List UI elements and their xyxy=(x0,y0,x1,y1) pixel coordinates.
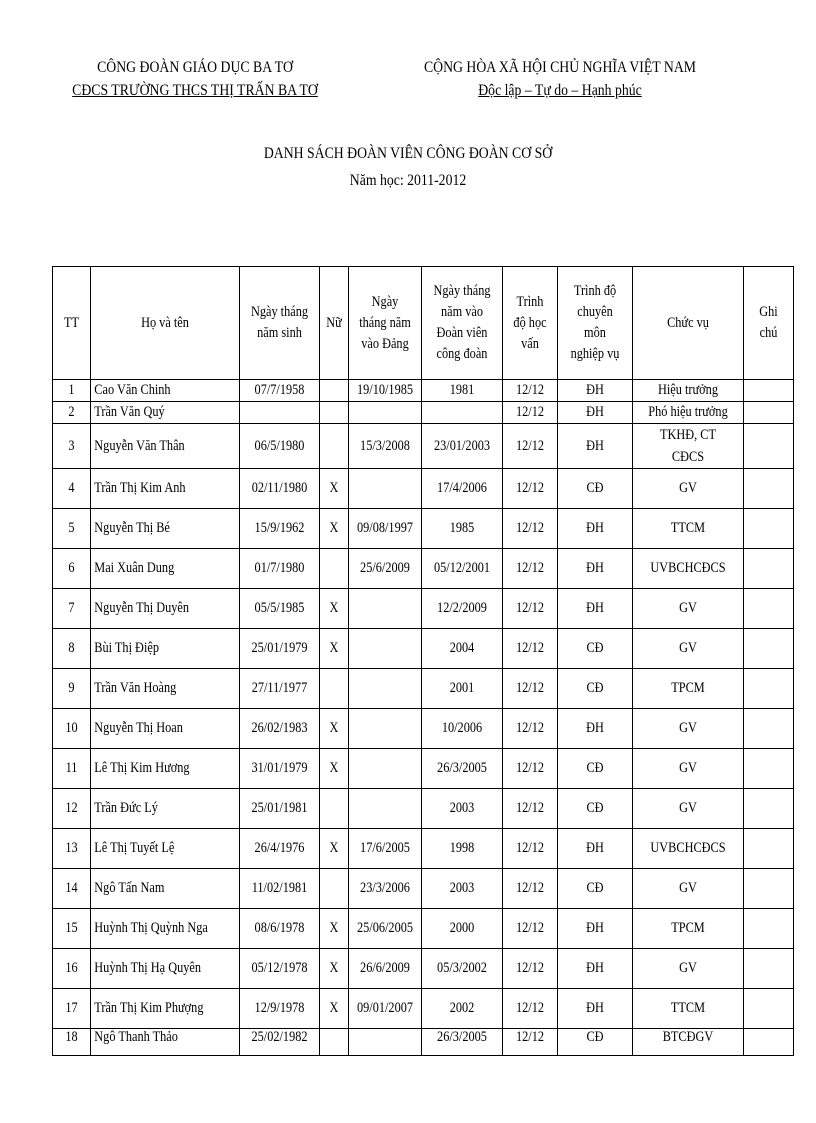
cell-position: UVBCHCĐCS xyxy=(633,829,744,869)
cell-position: GV xyxy=(633,949,744,989)
union-name: CÔNG ĐOÀN GIÁO DỤC BA TƠ xyxy=(97,59,293,76)
cell-education: 12/12 xyxy=(503,949,558,989)
cell-tt: 9 xyxy=(53,669,91,709)
cell-note xyxy=(744,949,794,989)
table-row xyxy=(53,469,794,509)
cell-female: X xyxy=(320,749,349,789)
cell-union-date: 2003 xyxy=(422,869,503,909)
cell-note xyxy=(744,380,794,402)
cell-name: Nguyễn Thị Bé xyxy=(91,509,240,549)
cell-note xyxy=(744,709,794,749)
cell-position: Phó hiệu trưởng xyxy=(633,402,744,424)
cell-education: 12/12 xyxy=(503,669,558,709)
cell-professional: ĐH xyxy=(558,709,633,749)
cell-female xyxy=(320,380,349,402)
cell-professional: ĐH xyxy=(558,380,633,402)
cell-dob: 26/02/1983 xyxy=(240,709,320,749)
document-title xyxy=(57,140,759,194)
table-row xyxy=(53,709,794,749)
cell-professional: ĐH xyxy=(558,909,633,949)
cell-dob: 01/7/1980 xyxy=(240,549,320,589)
cell-union-date: 05/3/2002 xyxy=(422,949,503,989)
cell-tt: 1 xyxy=(53,380,91,402)
cell-note xyxy=(744,989,794,1029)
cell-union-date: 26/3/2005 xyxy=(422,1029,503,1056)
cell-female xyxy=(320,1029,349,1056)
cell-party-date xyxy=(349,669,422,709)
col-header-education: Trình độ học vấn xyxy=(503,267,558,380)
cell-professional: ĐH xyxy=(558,509,633,549)
cell-female: X xyxy=(320,949,349,989)
cell-tt: 18 xyxy=(53,1029,91,1056)
cell-tt: 4 xyxy=(53,469,91,509)
cell-female xyxy=(320,549,349,589)
cell-education: 12/12 xyxy=(503,869,558,909)
cell-union-date: 26/3/2005 xyxy=(422,749,503,789)
cell-note xyxy=(744,589,794,629)
cell-party-date: 15/3/2008 xyxy=(349,424,422,469)
member-table xyxy=(52,266,794,1056)
cell-education: 12/12 xyxy=(503,989,558,1029)
national-motto: Độc lập – Tự do – Hạnh phúc xyxy=(478,82,642,99)
cell-female: X xyxy=(320,989,349,1029)
cell-party-date xyxy=(349,629,422,669)
cell-position: GV xyxy=(633,749,744,789)
cell-note xyxy=(744,669,794,709)
cell-professional: ĐH xyxy=(558,549,633,589)
table-row xyxy=(53,789,794,829)
cell-note xyxy=(744,829,794,869)
cell-tt: 6 xyxy=(53,549,91,589)
cell-union-date: 05/12/2001 xyxy=(422,549,503,589)
cell-union-date: 1981 xyxy=(422,380,503,402)
cell-name: Trần Văn Quý xyxy=(91,402,240,424)
cell-position: TTCM xyxy=(633,989,744,1029)
cell-education: 12/12 xyxy=(503,424,558,469)
cell-union-date: 2000 xyxy=(422,909,503,949)
cell-female xyxy=(320,424,349,469)
cell-professional: ĐH xyxy=(558,589,633,629)
cell-professional: CĐ xyxy=(558,749,633,789)
cell-professional: CĐ xyxy=(558,1029,633,1056)
table-row xyxy=(53,669,794,709)
cell-female: X xyxy=(320,709,349,749)
table-row xyxy=(53,989,794,1029)
table-row xyxy=(53,380,794,402)
cell-party-date xyxy=(349,789,422,829)
cell-dob: 15/9/1962 xyxy=(240,509,320,549)
table-row xyxy=(53,424,794,469)
cell-education: 12/12 xyxy=(503,380,558,402)
cell-note xyxy=(744,424,794,469)
header-right xyxy=(418,56,702,102)
cell-education: 12/12 xyxy=(503,1029,558,1056)
cell-professional: CĐ xyxy=(558,469,633,509)
cell-dob: 26/4/1976 xyxy=(240,829,320,869)
cell-name: Huỳnh Thị Hạ Quyên xyxy=(91,949,240,989)
cell-education: 12/12 xyxy=(503,589,558,629)
cell-union-date: 2004 xyxy=(422,629,503,669)
table-row xyxy=(53,629,794,669)
cell-position: TTCM xyxy=(633,509,744,549)
cell-professional: CĐ xyxy=(558,629,633,669)
cell-professional: ĐH xyxy=(558,829,633,869)
cell-union-date: 1985 xyxy=(422,509,503,549)
cell-name: Trần Văn Hoàng xyxy=(91,669,240,709)
col-header-position: Chức vụ xyxy=(633,267,744,380)
cell-dob xyxy=(240,402,320,424)
cell-education: 12/12 xyxy=(503,749,558,789)
table-row xyxy=(53,402,794,424)
cell-female: X xyxy=(320,829,349,869)
cell-professional: ĐH xyxy=(558,424,633,469)
col-header-union-date: Ngày tháng năm vào Đoàn viên công đoàn xyxy=(422,267,503,380)
table-row xyxy=(53,749,794,789)
cell-tt: 12 xyxy=(53,789,91,829)
cell-union-date: 1998 xyxy=(422,829,503,869)
table-row xyxy=(53,909,794,949)
cell-dob: 25/01/1979 xyxy=(240,629,320,669)
cell-position: BTCĐGV xyxy=(633,1029,744,1056)
cell-tt: 8 xyxy=(53,629,91,669)
cell-position: GV xyxy=(633,589,744,629)
cell-professional: CĐ xyxy=(558,789,633,829)
cell-female: X xyxy=(320,909,349,949)
table-row xyxy=(53,549,794,589)
cell-union-date: 12/2/2009 xyxy=(422,589,503,629)
cell-position: UVBCHCĐCS xyxy=(633,549,744,589)
cell-position: TPCM xyxy=(633,669,744,709)
cell-party-date: 25/06/2005 xyxy=(349,909,422,949)
cell-name: Ngô Tấn Nam xyxy=(91,869,240,909)
cell-party-date: 09/08/1997 xyxy=(349,509,422,549)
cell-party-date: 26/6/2009 xyxy=(349,949,422,989)
cell-tt: 13 xyxy=(53,829,91,869)
cell-dob: 05/12/1978 xyxy=(240,949,320,989)
cell-name: Nguyễn Văn Thân xyxy=(91,424,240,469)
table-row xyxy=(53,509,794,549)
cell-name: Bùi Thị Điệp xyxy=(91,629,240,669)
cell-female xyxy=(320,669,349,709)
cell-party-date xyxy=(349,749,422,789)
cell-education: 12/12 xyxy=(503,509,558,549)
table-header-row xyxy=(53,267,794,380)
cell-dob: 11/02/1981 xyxy=(240,869,320,909)
cell-union-date: 10/2006 xyxy=(422,709,503,749)
cell-party-date: 23/3/2006 xyxy=(349,869,422,909)
cell-name: Nguyễn Thị Hoan xyxy=(91,709,240,749)
cell-education: 12/12 xyxy=(503,402,558,424)
cell-position: TKHĐ, CT CĐCS xyxy=(633,424,744,469)
cell-position: GV xyxy=(633,469,744,509)
cell-note xyxy=(744,789,794,829)
cell-name: Trần Thị Kim Phượng xyxy=(91,989,240,1029)
cell-dob: 27/11/1977 xyxy=(240,669,320,709)
cell-dob: 12/9/1978 xyxy=(240,989,320,1029)
cell-tt: 17 xyxy=(53,989,91,1029)
cell-position: GV xyxy=(633,629,744,669)
cell-name: Trần Đức Lý xyxy=(91,789,240,829)
cell-dob: 08/6/1978 xyxy=(240,909,320,949)
col-header-party-date: Ngày tháng năm vào Đảng xyxy=(349,267,422,380)
cell-tt: 15 xyxy=(53,909,91,949)
cell-dob: 07/7/1958 xyxy=(240,380,320,402)
cell-professional: ĐH xyxy=(558,949,633,989)
cell-tt: 7 xyxy=(53,589,91,629)
cell-note xyxy=(744,749,794,789)
col-header-dob: Ngày tháng năm sinh xyxy=(240,267,320,380)
cell-dob: 06/5/1980 xyxy=(240,424,320,469)
cell-position: TPCM xyxy=(633,909,744,949)
cell-union-date: 2001 xyxy=(422,669,503,709)
cell-position: Hiệu trưởng xyxy=(633,380,744,402)
cell-name: Lê Thị Kim Hương xyxy=(91,749,240,789)
cell-dob: 25/02/1982 xyxy=(240,1029,320,1056)
cell-female: X xyxy=(320,589,349,629)
cell-dob: 31/01/1979 xyxy=(240,749,320,789)
cell-female: X xyxy=(320,509,349,549)
cell-tt: 16 xyxy=(53,949,91,989)
cell-union-date: 17/4/2006 xyxy=(422,469,503,509)
cell-tt: 2 xyxy=(53,402,91,424)
cell-dob: 05/5/1985 xyxy=(240,589,320,629)
cell-name: Lê Thị Tuyết Lệ xyxy=(91,829,240,869)
country-name: CỘNG HÒA XÃ HỘI CHỦ NGHĨA VIỆT NAM xyxy=(423,59,697,76)
cell-union-date: 23/01/2003 xyxy=(422,424,503,469)
cell-professional: CĐ xyxy=(558,869,633,909)
cell-female: X xyxy=(320,629,349,669)
cell-position: GV xyxy=(633,869,744,909)
cell-union-date xyxy=(422,402,503,424)
cell-name: Trần Thị Kim Anh xyxy=(91,469,240,509)
cell-note xyxy=(744,509,794,549)
cell-female: X xyxy=(320,469,349,509)
cell-professional: CĐ xyxy=(558,669,633,709)
cell-professional: ĐH xyxy=(558,402,633,424)
cell-name: Nguyễn Thị Duyên xyxy=(91,589,240,629)
cell-tt: 11 xyxy=(53,749,91,789)
cell-position: GV xyxy=(633,709,744,749)
cell-tt: 5 xyxy=(53,509,91,549)
cell-education: 12/12 xyxy=(503,629,558,669)
cell-union-date: 2002 xyxy=(422,989,503,1029)
cell-female xyxy=(320,869,349,909)
cell-education: 12/12 xyxy=(503,829,558,869)
cell-party-date: 19/10/1985 xyxy=(349,380,422,402)
cell-party-date xyxy=(349,402,422,424)
cell-note xyxy=(744,1029,794,1056)
school-union-name: CĐCS TRƯỜNG THCS THỊ TRẤN BA TƠ xyxy=(72,82,318,99)
table-row xyxy=(53,869,794,909)
table-row xyxy=(53,1029,794,1056)
table-row xyxy=(53,949,794,989)
cell-party-date xyxy=(349,589,422,629)
cell-union-date: 2003 xyxy=(422,789,503,829)
cell-tt: 3 xyxy=(53,424,91,469)
col-header-female: Nữ xyxy=(320,267,349,380)
cell-education: 12/12 xyxy=(503,709,558,749)
cell-party-date: 25/6/2009 xyxy=(349,549,422,589)
col-header-professional: Trình độ chuyên môn nghiệp vụ xyxy=(558,267,633,380)
table-row xyxy=(53,829,794,869)
cell-party-date: 09/01/2007 xyxy=(349,989,422,1029)
col-header-name: Họ và tên xyxy=(91,267,240,380)
cell-female xyxy=(320,789,349,829)
cell-tt: 14 xyxy=(53,869,91,909)
cell-education: 12/12 xyxy=(503,469,558,509)
cell-name: Cao Văn Chinh xyxy=(91,380,240,402)
cell-name: Mai Xuân Dung xyxy=(91,549,240,589)
cell-dob: 02/11/1980 xyxy=(240,469,320,509)
cell-name: Huỳnh Thị Quỳnh Nga xyxy=(91,909,240,949)
cell-note xyxy=(744,469,794,509)
cell-professional: ĐH xyxy=(558,989,633,1029)
col-header-tt: TT xyxy=(53,267,91,380)
cell-dob: 25/01/1981 xyxy=(240,789,320,829)
cell-note xyxy=(744,402,794,424)
cell-note xyxy=(744,909,794,949)
header-left xyxy=(62,56,329,102)
cell-party-date xyxy=(349,1029,422,1056)
cell-party-date xyxy=(349,709,422,749)
title-main: DANH SÁCH ĐOÀN VIÊN CÔNG ĐOÀN CƠ SỞ xyxy=(263,145,553,162)
cell-education: 12/12 xyxy=(503,549,558,589)
cell-education: 12/12 xyxy=(503,789,558,829)
cell-note xyxy=(744,549,794,589)
cell-name: Ngô Thanh Thảo xyxy=(91,1029,240,1056)
col-header-note: Ghi chú xyxy=(744,267,794,380)
cell-position: GV xyxy=(633,789,744,829)
table-row xyxy=(53,589,794,629)
cell-party-date: 17/6/2005 xyxy=(349,829,422,869)
cell-note xyxy=(744,869,794,909)
cell-party-date xyxy=(349,469,422,509)
cell-female xyxy=(320,402,349,424)
cell-education: 12/12 xyxy=(503,909,558,949)
cell-note xyxy=(744,629,794,669)
title-school-year: Năm học: 2011-2012 xyxy=(349,172,467,189)
cell-tt: 10 xyxy=(53,709,91,749)
